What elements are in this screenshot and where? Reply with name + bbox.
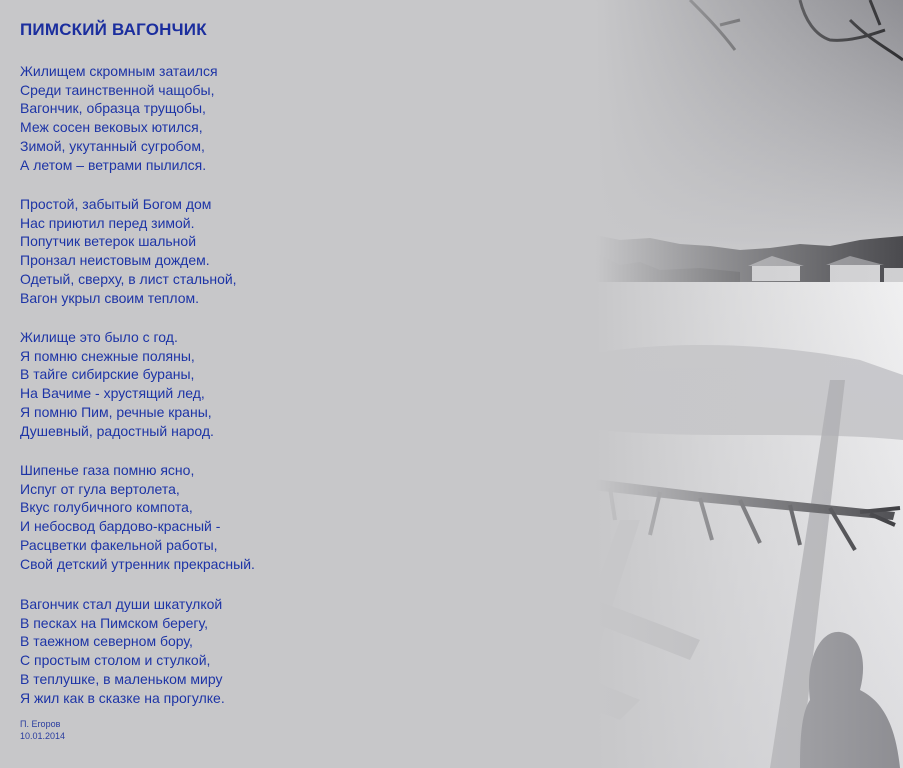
poem-line: Я жил как в сказке на прогулке. [20,689,225,706]
poem-line: На Вачиме - хрустящий лед, [20,385,205,402]
poem-line: В таежном северном бору, [20,633,193,650]
poem-line: Я помню Пим, речные краны, [20,403,212,420]
poem-line: Душевный, радостный народ. [20,422,214,439]
poem-line: Пронзал неистовым дождем. [20,252,210,269]
poem-line: В теплушке, в маленьком миру [20,670,223,687]
author-name: П. Егоров [20,719,61,729]
poem-line: Простой, забытый Богом дом [20,196,212,212]
poem-line: Жилище это было с год. [20,329,178,345]
poem-line: Нас приютил перед зимой. [20,214,195,231]
poem-line: Жилищем скромным затаился [20,63,218,79]
poem-line: Зимой, укутанный сугробом, [20,137,205,154]
poem-line: В тайге сибирские бураны, [20,366,195,383]
poem-line: Среди таинственной чащобы, [20,81,215,98]
poem-line: Я помню снежные поляны, [20,347,195,364]
poem-title: ПИМСКИЙ ВАГОНЧИК [20,20,207,39]
poem-line: В песках на Пимском берегу, [20,614,209,631]
poem-line: И небосвод бардово-красный - [20,518,221,535]
poem-line: Испуг от гула вертолета, [20,480,180,497]
poem-line: Меж сосен вековых ютился, [20,119,203,136]
poem-line: Шипенье газа помню ясно, [20,462,195,478]
poem-line: Свой детский утренник прекрасный. [20,555,255,572]
poem-line: Вагончик, образца трущобы, [20,100,206,117]
poem-line: С простым столом и стулкой, [20,652,211,669]
poem-line: Попутчик ветерок шальной [20,233,197,250]
poem-line: Вагончик стал души шкатулкой [20,596,223,612]
poem-line: Расцветки факельной работы, [20,536,218,553]
poem-date: 10.01.2014 [20,731,66,741]
poem-line: А летом – ветрами пылился. [20,156,207,173]
poem-line: Вагон укрыл своим теплом. [20,289,200,306]
poem-line: Одетый, сверху, в лист стальной, [20,270,237,287]
poem-line: Вкус голубичного компота, [20,499,193,516]
